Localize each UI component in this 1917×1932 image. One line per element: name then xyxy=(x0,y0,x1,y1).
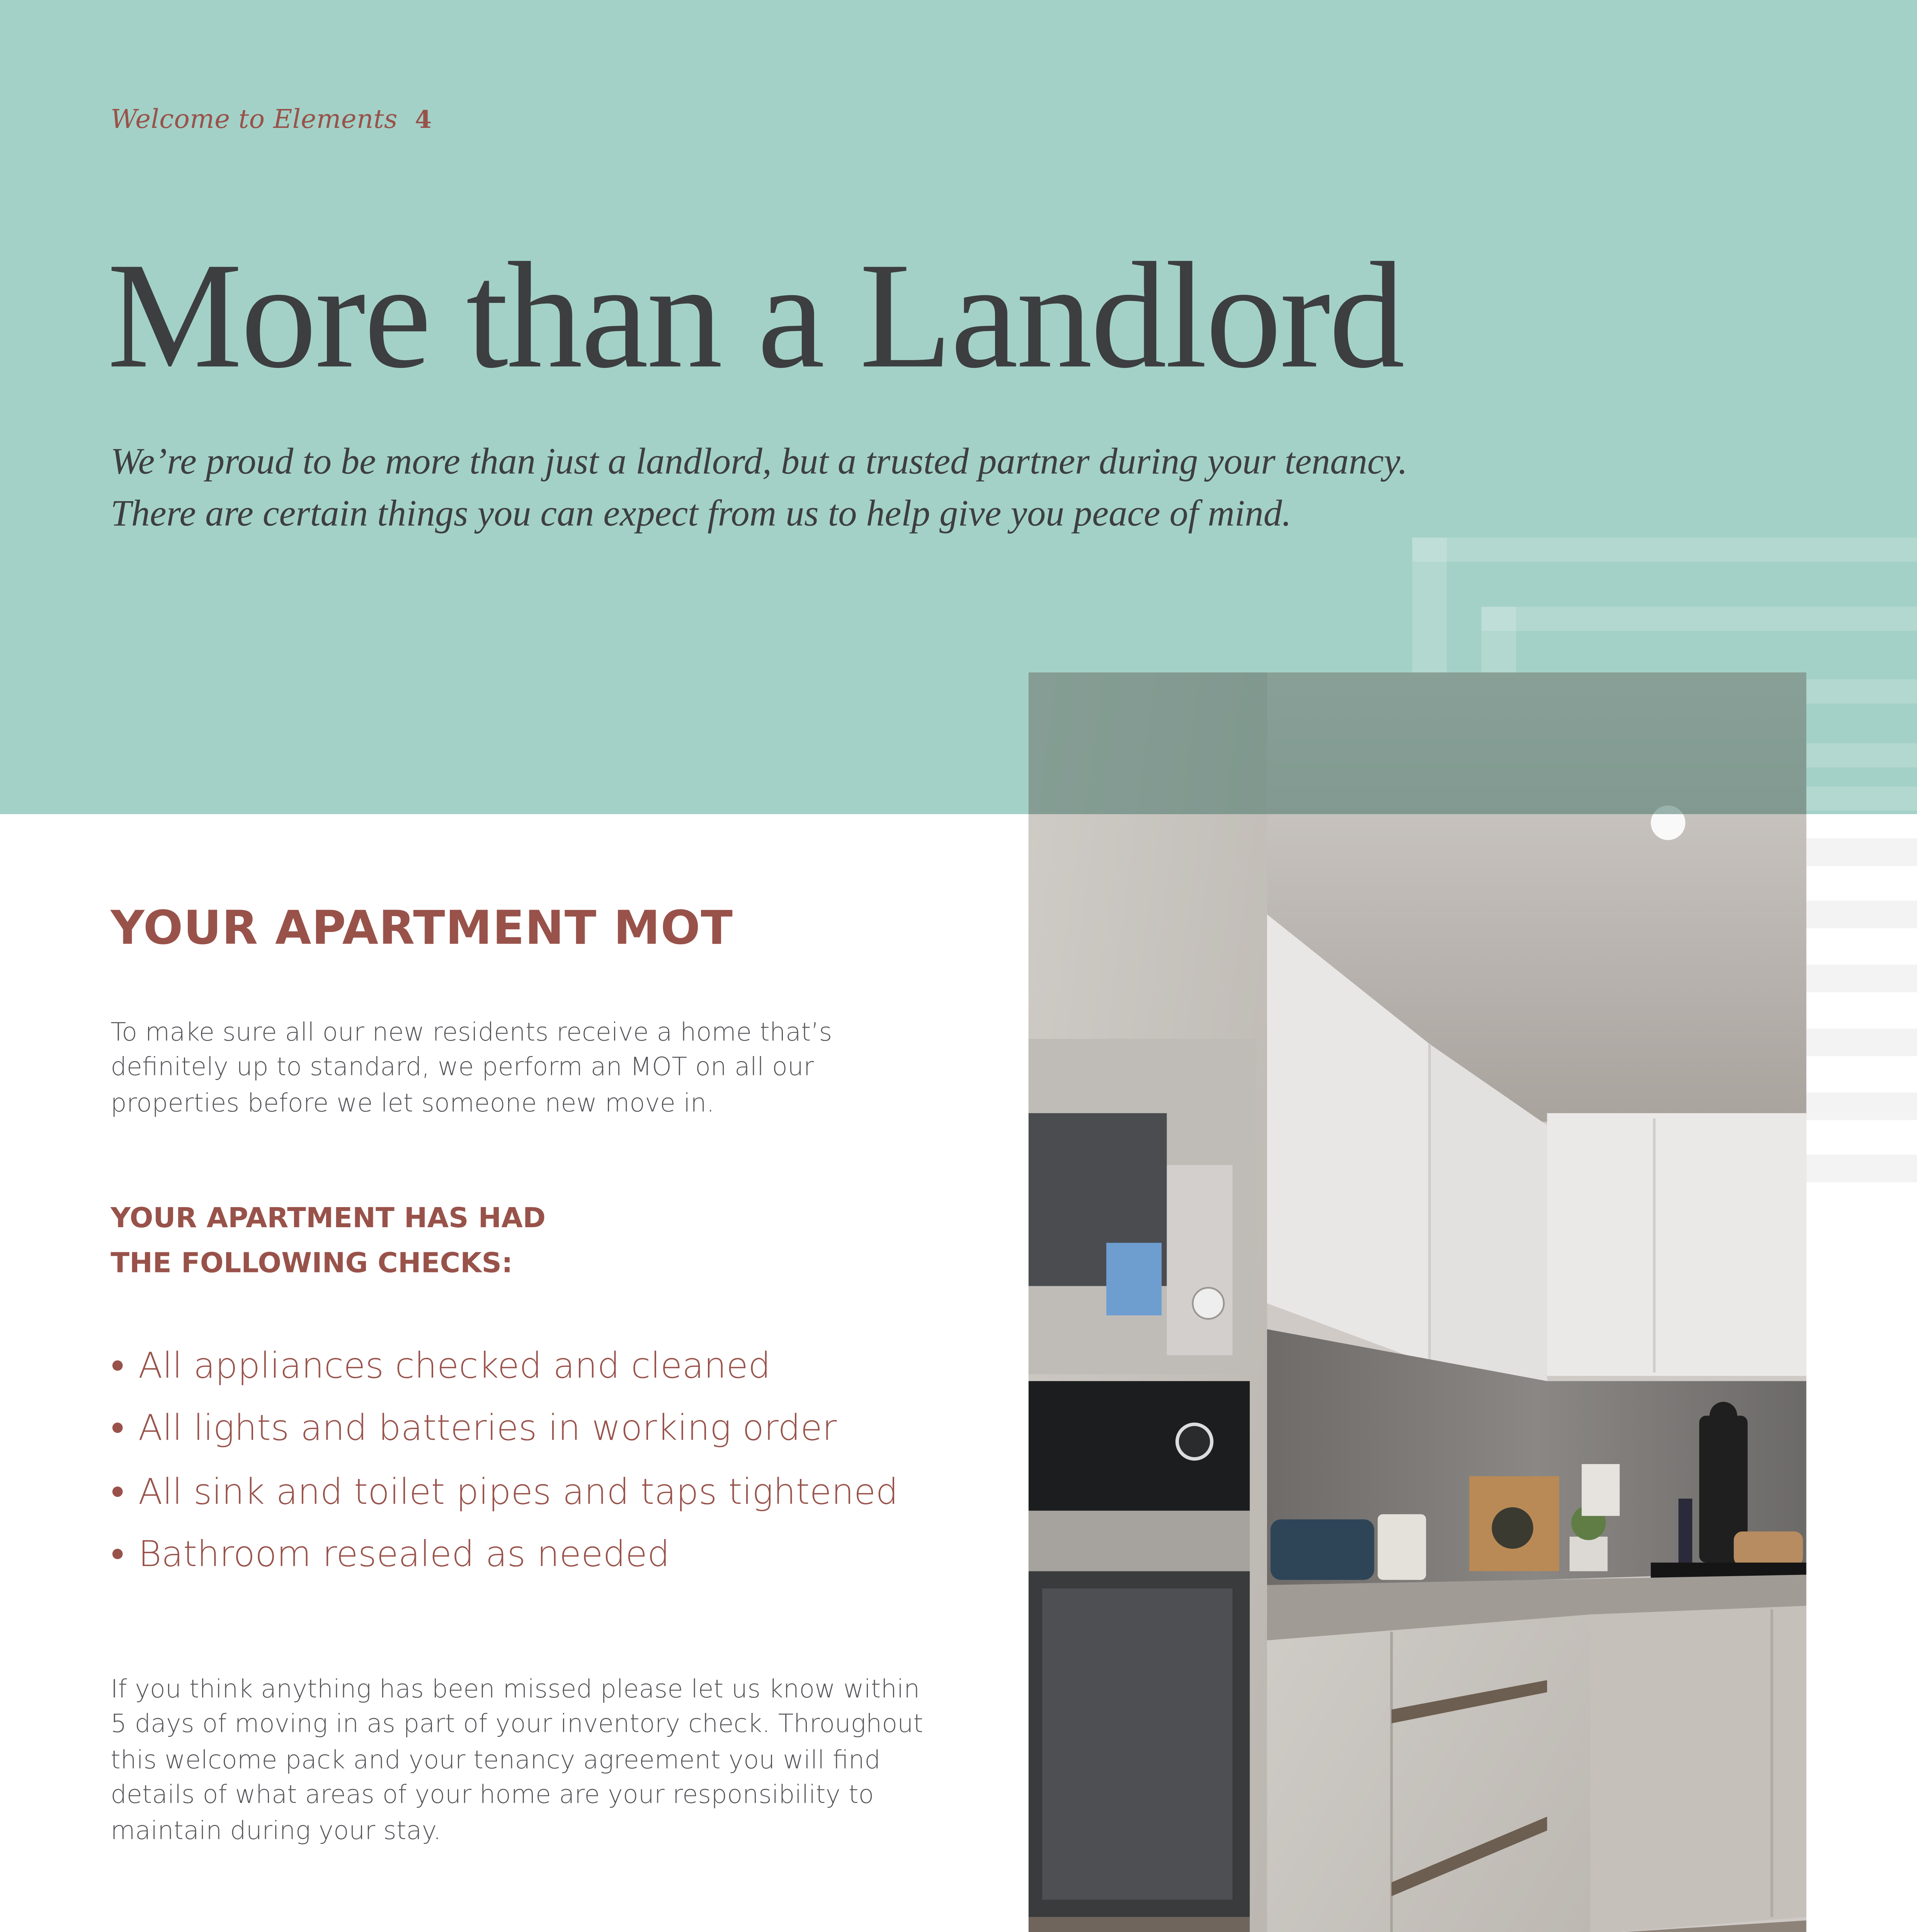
check-item xyxy=(111,1523,898,1585)
check-item xyxy=(111,1397,898,1460)
paragraph-line: maintain during your stay. xyxy=(111,1816,441,1845)
intro-line: We’re proud to be more than just a landlord, but a trusted partner during your tenancy. xyxy=(111,440,1408,483)
section-heading-mot: YOUR APARTMENT MOT xyxy=(111,902,733,956)
intro-text xyxy=(111,435,1424,539)
check-label: All sink and toilet pipes and taps tightened xyxy=(138,1470,898,1512)
paragraph-line: definitely up to standard, we perform an MOT on all our xyxy=(111,1053,814,1083)
heading-line: YOUR APARTMENT HAS HAD xyxy=(111,1201,546,1235)
bullet-icon xyxy=(112,1361,123,1371)
kitchen-illustration xyxy=(1029,672,1806,1932)
paragraph-line: properties before we let someone new move in. xyxy=(111,1088,715,1118)
kitchen-photo xyxy=(1029,672,1806,1932)
paragraph-line: this welcome pack and your tenancy agreement you will find xyxy=(111,1745,881,1775)
check-label: All appliances checked and cleaned xyxy=(138,1345,771,1387)
photo-overlap-tint xyxy=(1029,672,1806,814)
check-item xyxy=(111,1460,898,1522)
paragraph-line: To make sure all our new residents receive a home that’s xyxy=(111,1018,832,1048)
bullet-icon xyxy=(112,1549,123,1559)
checks-list xyxy=(111,1334,898,1585)
running-head xyxy=(111,104,432,135)
page-number: 4 xyxy=(415,107,432,135)
paragraph-line: 5 days of moving in as part of your inventory check. Throughout xyxy=(111,1710,924,1740)
check-label: All lights and batteries in working order xyxy=(138,1408,837,1449)
page-title: More than a Landlord xyxy=(107,233,1403,401)
heading-line: THE FOLLOWING CHECKS: xyxy=(111,1246,513,1279)
paragraph-line: details of what areas of your home are your responsibility to xyxy=(111,1781,874,1810)
running-head-title: Welcome to Elements xyxy=(111,104,398,135)
check-item xyxy=(111,1334,898,1397)
bullet-icon xyxy=(112,1486,123,1497)
bullet-icon xyxy=(112,1423,123,1434)
paragraph-line: If you think anything has been missed please let us know within xyxy=(111,1675,920,1704)
mot-paragraph xyxy=(111,1016,832,1122)
checks-heading xyxy=(111,1196,546,1286)
followup-paragraph xyxy=(111,1673,923,1849)
check-label: Bathroom resealed as needed xyxy=(138,1533,670,1575)
intro-line: There are certain things you can expect from us to help give you peace of mind. xyxy=(111,492,1291,534)
